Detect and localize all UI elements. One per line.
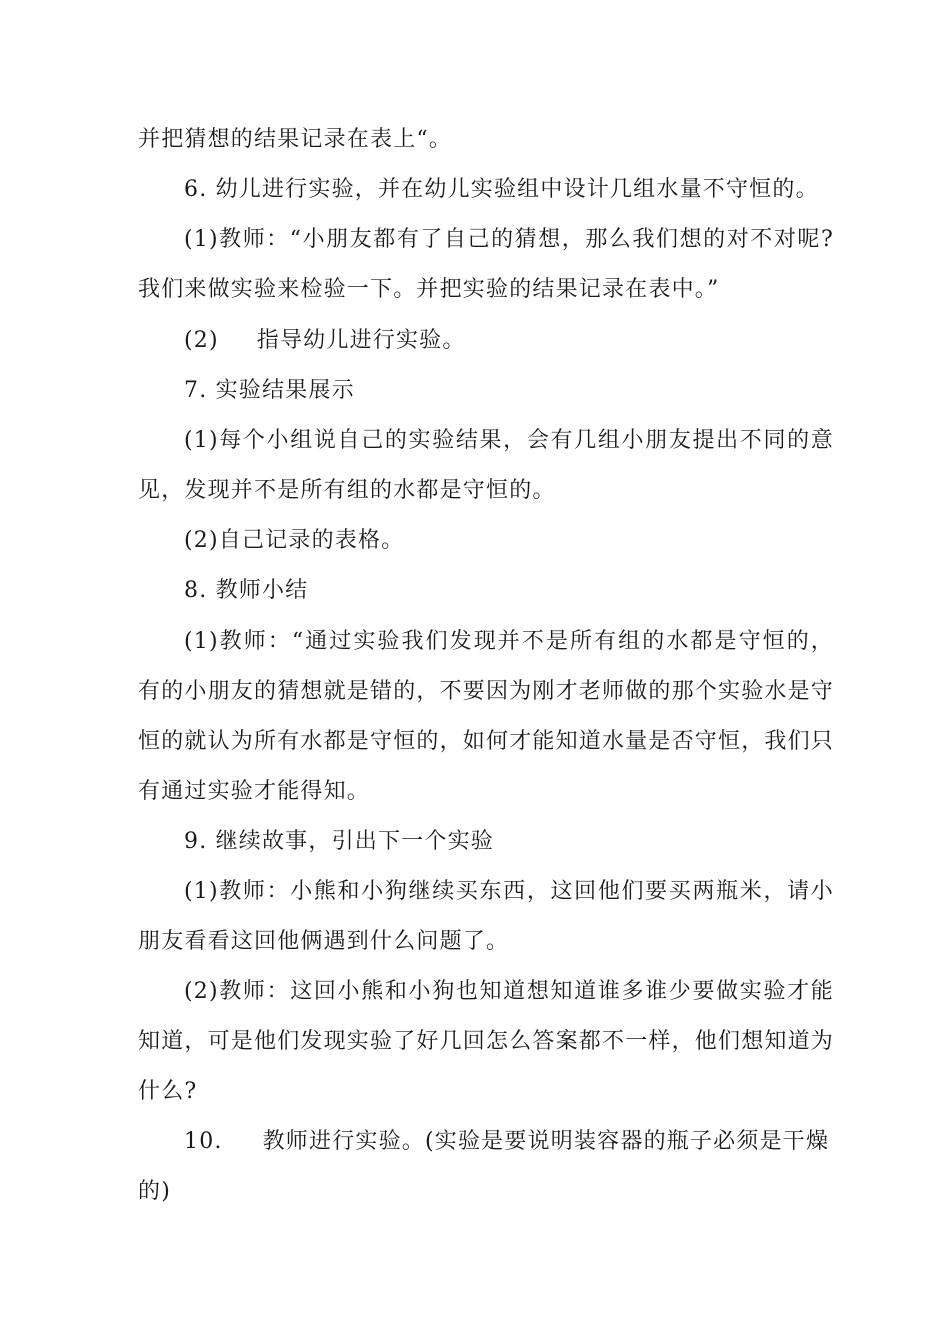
paragraph-line: (1)教师：“通过实验我们发现并不是所有组的水都是守恒的， — [184, 629, 834, 654]
section-heading-8: 8. 教师小结 — [184, 578, 309, 603]
section-heading-6: 6. 幼儿进行实验，并在幼儿实验组中设计几组水量不守恒的。 — [184, 177, 819, 202]
paragraph-line — [184, 326, 466, 356]
item-number: 10. — [184, 1129, 223, 1154]
section-heading-9: 9. 继续故事，引出下一个实验 — [184, 829, 494, 854]
item-number: (2) — [184, 328, 219, 353]
paragraph-line: 恒的就认为所有水都是守恒的，如何才能知道水量是否守恒，我们只 — [138, 729, 834, 754]
paragraph-line: 有通过实验才能得知。 — [138, 779, 371, 804]
item-text: 教师进行实验。(实验是要说明装容器的瓶子必须是干燥 — [262, 1129, 830, 1154]
paragraph-line: 见，发现并不是所有组的水都是守恒的。 — [138, 478, 556, 503]
paragraph-line: 的) — [138, 1179, 171, 1204]
section-heading-7: 7. 实验结果展示 — [184, 378, 355, 403]
section-heading-10 — [184, 1127, 829, 1157]
paragraph-line: (2)教师：这回小熊和小狗也知道想知道谁多谁少要做实验才能 — [184, 979, 834, 1004]
item-text: 指导幼儿进行实验。 — [256, 328, 466, 353]
paragraph-line: 我们来做实验来检验一下。并把实验的结果记录在表中。” — [138, 277, 720, 302]
paragraph-line: 知道，可是他们发现实验了好几回怎么答案都不一样，他们想知道为 — [138, 1029, 834, 1054]
paragraph-line: (2)自己记录的表格。 — [184, 528, 405, 553]
paragraph-line: 有的小朋友的猜想就是错的，不要因为刚才老师做的那个实验水是守 — [138, 679, 834, 704]
paragraph-line: (1)教师：小熊和小狗继续买东西，这回他们要买两瓶米，请小 — [184, 879, 834, 904]
paragraph-line: (1)每个小组说自己的实验结果，会有几组小朋友提出不同的意 — [184, 428, 834, 453]
paragraph-line: 朋友看看这回他俩遇到什么问题了。 — [138, 929, 510, 954]
paragraph-line: (1)教师：“小朋友都有了自己的猜想，那么我们想的对不对呢? — [184, 227, 834, 252]
paragraph-line: 并把猜想的结果记录在表上“。 — [138, 127, 453, 152]
paragraph-line: 什么? — [138, 1079, 198, 1104]
